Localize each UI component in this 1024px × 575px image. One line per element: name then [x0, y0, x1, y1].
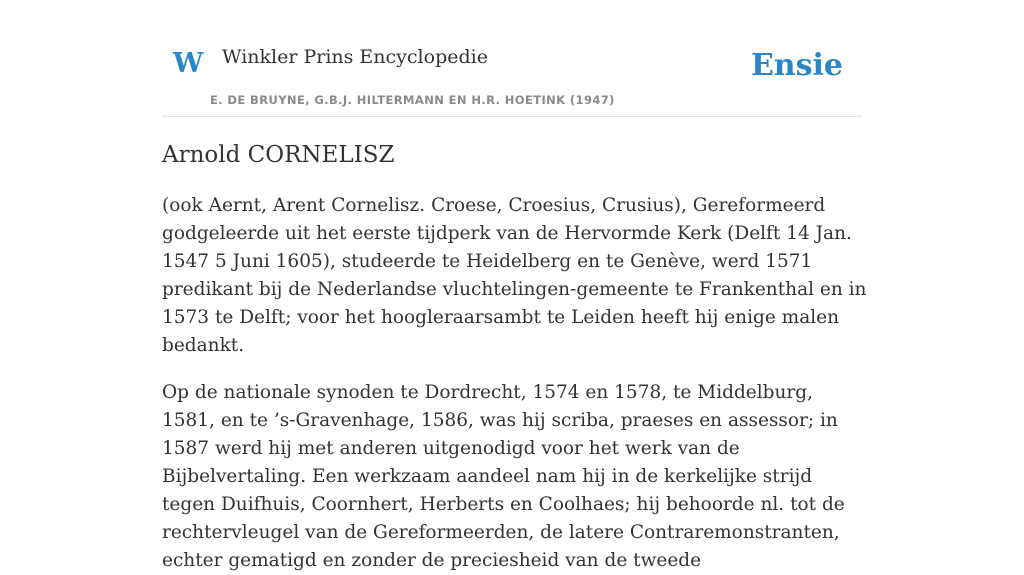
article-title: Arnold CORNELISZ [162, 142, 395, 168]
ensie-logo[interactable]: Ensie [750, 48, 843, 83]
article-paragraph: (ook Aernt, Arent Cornelisz. Croese, Croesius, Crusius), Gereformeerd godgeleerde uit het eerste tijdperk van de Hervormde Kerk (Delft 14 Jan. 1547 5 Juni 1605), studeerde te Heidelberg en te Genève, werd 1571 predikant bij de Nederlandse vluchtelingen-gemeente te Frankenthal en in 1573 te Delft; voor het hoogleraarsambt te Leiden heeft hij enige malen bedankt. [162, 195, 867, 356]
publication-authors: E. DE BRUYNE, G.B.J. HILTERMANN EN H.R. HOETINK (1947) [210, 93, 615, 107]
winkler-prins-logo[interactable]: W [173, 48, 204, 79]
publication-title[interactable]: Winkler Prins Encyclopedie [222, 46, 488, 68]
article-paragraph: Op de nationale synoden te Dordrecht, 1574 en 1578, te Middelburg, 1581, en te ’s-Gravenhage, 1586, was hij scriba, praeses en assessor; in 1587 werd hij met anderen uitgenodigd voor het werk van de Bijbelvertaling. Een werkzaam aandeel nam hij in de kerkelijke strijd tegen Duifhuis, Coornhert, Herberts en Coolhaes; hij behoorde nl. tot de rechtervleugel van de Gereformeerden, de latere Contraremonstranten, echter gematigd en zonder de preciesheid van de tweede [162, 382, 845, 571]
site-header [162, 0, 862, 117]
article [162, 138, 867, 575]
